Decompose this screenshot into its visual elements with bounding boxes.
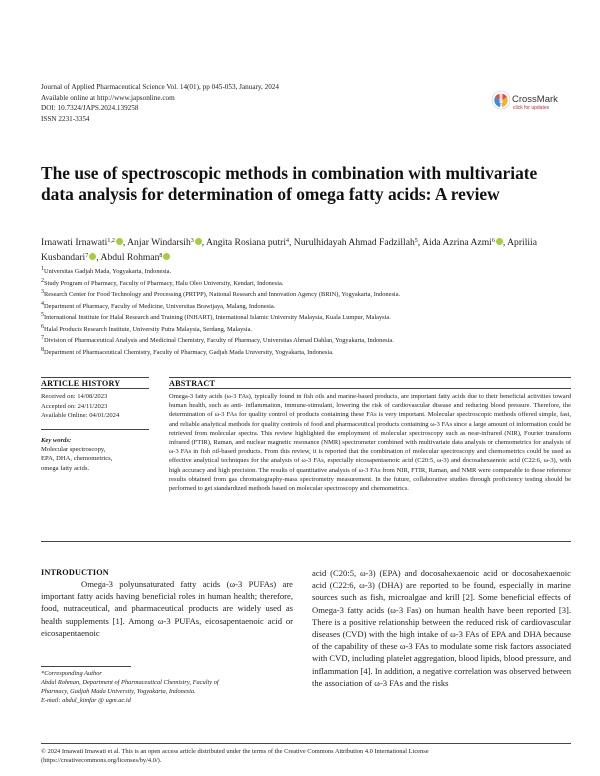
crossmark-subtext: click for updates — [513, 105, 550, 111]
author-list: Irnawati Irnawati$^{1,2}$ , Anjar Windarsih$^3$ , Angita Rosiana putri$^4$, Nurulhidayah Ahmad Fadzillah$^5$, Aida Azrina Azmi$^6$ , Apriliia Kusbandari$^7$ , Abdul Rohman$^8$ — [41, 237, 537, 263]
journal-doi[interactable]: DOI: 10.7324/JAPS.2024.139258 — [41, 104, 139, 112]
affiliation-number: 5 — [41, 312, 44, 318]
history-bottom-rule — [41, 388, 149, 389]
affiliation-item — [41, 288, 571, 300]
affiliation-item — [41, 323, 571, 335]
abstract-top-rule — [169, 377, 571, 378]
corresponding-label: *Corresponding Author — [41, 670, 102, 677]
corresponding-author — [41, 669, 293, 705]
keyword-line: EPA, DHA, chemometrics, — [41, 455, 113, 463]
keywords-heading: Key words: — [41, 437, 72, 444]
abstract-text: Omega-3 fatty acids (ω-3 FAs), typically found in fish oils and marine-based products, are important fatty acids due to their beneficial activities toward human health, such as anti- inflammation, immune-stimulant, lowering the risk of cardiovascular disease and reducing blood pressure. Therefore, the determination of ω-3 FAs for quality control of products containing these FAs is very important. Molecular spectroscopic methods offered simple, fast, and reliable analytical methods for quality controls of food and pharmaceutical products containing ω-3 FAs since a large amount of information could be retrieved from molecular spectra. This review highlighted the employment of molecular spectroscopy such as near-infrared (NIR), Fourier transform infrared (FTIR), Raman, and nuclear magnetic resonance (NMR) spectrometer combined with multivariate data analysis or chemometrics for analysis of ω-3 FAs in fish oil-based products. From this review, it is reported that the combination of molecular spectroscopy and chemometrics could be used as effective analytical techniques for the analysis of ω-3 FAs, especially eicosapentaenoic acid (C20:5, ω-3) and docosahexaenoic acid (C22:6, ω-3), with high accuracy and high precision. The results of quantitative analysis of ω-3 FAs from NIR, FTIR, Raman, and NMR were comparable to those reference results obtained from gas chromatography-mass spectrometry measurement. In the future, collaborative studies through proficiency testing should be performed to get standardized methods based on molecular spectroscopy and chemometrics. — [169, 393, 571, 493]
author-affiliation-number: 1,2 — [107, 238, 115, 244]
author-affiliation-number: 6 — [491, 238, 495, 244]
journal-citation: Journal of Applied Pharmaceutical Science Vol. 14(01), pp 045-053, January, 2024 — [41, 83, 279, 91]
affiliation-text: Halal Products Research Institute, University Putra Malaysia, Serdang, Malaysia. — [44, 325, 253, 333]
received-date: Received on: 14/08/2023 — [41, 393, 108, 400]
author-affiliation-number: 8 — [159, 252, 163, 259]
affiliation-text: Research Center for Food Technology and Processing (PRTPP), National Research and Innovation Agency (BRIN), Yogyakarta, Indonesia. — [44, 291, 401, 298]
affiliation-text: Universitas Gadjah Mada, Yogyakarta, Indonesia. — [44, 268, 172, 275]
crossmark-logo[interactable] — [490, 88, 570, 114]
author-affiliation-number: 7 — [85, 252, 89, 259]
affiliation-number: 7 — [41, 335, 44, 341]
crossmark-icon — [492, 91, 510, 109]
affiliation-number: 2 — [41, 277, 44, 284]
footer-rule — [41, 743, 571, 744]
corresponding-line: Pharmacy, Gadjah Mada University, Yogyakarta, Indonesia. — [41, 688, 196, 695]
footnote-rule — [41, 666, 131, 667]
license-text: © 2024 Irnawati Irnawati et al. This is an open access article distributed under the terms of the Creative Commons Attribution 4.0 International License — [41, 748, 429, 755]
introduction-heading: INTRODUCTION — [41, 568, 109, 577]
affiliation-item — [41, 334, 571, 346]
affiliation-text: Study Program of Pharmacy, Faculty of Pharmacy, Halu Oleo University, Kendari, Indonesia. — [44, 279, 284, 287]
affiliation-number: 1 — [41, 266, 44, 272]
orcid-icon[interactable] — [195, 238, 202, 245]
author-affiliation-number: 4 — [285, 238, 289, 244]
abstract-end-rule — [41, 541, 571, 542]
author-name[interactable]: Nurulhidayah Ahmad Fadzillah — [293, 237, 415, 248]
corresponding-line: Abdul Rohman, Department of Pharmaceutical Chemistry, Faculty of — [41, 679, 219, 686]
license-footer — [41, 747, 571, 765]
affiliation-number: 4 — [41, 300, 44, 307]
license-link[interactable]: (https://creativecommons.org/licenses/by/4.0/). — [41, 757, 162, 764]
author-name[interactable]: Angita Rosiana putri — [206, 237, 286, 248]
affiliation-item — [41, 277, 571, 289]
affiliation-list — [41, 265, 571, 357]
history-divider — [41, 429, 149, 430]
article-history — [41, 392, 149, 421]
author-name[interactable]: Abdul Rohman — [100, 251, 160, 263]
keyword-line: Molecular spectroscopy, — [41, 446, 106, 454]
orcid-icon[interactable] — [89, 253, 96, 260]
author-affiliation-number: 3 — [190, 238, 194, 244]
affiliation-text: Division of Pharmaceutical Analysis and Medicinal Chemistry, Faculty of Pharmacy, Universitas Ahmad Dahlan, Yogyakarta, Indonesia. — [44, 337, 394, 344]
intro-column-1: Omega-3 polyunsaturated fatty acids (ω-3 PUFAs) are important fatty acids having beneficial roles in human health; therefore, food, nutraceutical, and pharmaceutical products are widely used as health supplements [1]. Among ω-3 PUFAs, eicosapentaenoic acid or eicosapentaenoic — [41, 579, 293, 638]
author-name[interactable]: Apriliia Kusbandari — [41, 237, 537, 263]
history-heading: ARTICLE HISTORY — [41, 379, 121, 388]
author-affiliation-number: 5 — [414, 238, 418, 244]
affiliation-number: 3 — [41, 289, 44, 295]
affiliation-text: International Institute for Halal Research and Training (INHART), International Islamic University Malaysia, Kuala Lumpur, Malaysia. — [44, 314, 391, 321]
orcid-icon[interactable] — [163, 253, 170, 260]
journal-website[interactable]: Available online at http://www.japsonline.com — [41, 93, 175, 102]
orcid-icon[interactable] — [116, 238, 123, 245]
affiliation-item — [41, 300, 571, 312]
orcid-icon[interactable] — [496, 238, 503, 245]
affiliation-item — [41, 346, 571, 358]
journal-issn: ISSN 2231-3354 — [41, 114, 90, 123]
author-name[interactable]: Aida Azrina Azmi — [422, 237, 492, 248]
intro-column-2: acid (C20:5, ω-3) (EPA) and docosahexaenoic acid or docosahexaenoic acid (C22:6, ω-3) (DHA) are reported to be found, especially in marine sources such as fish, microalgae and krill [2]. Some beneficial effects of Omega-3 fatty acids (ω-3 Fas) on human health have been reported [3]. There is a positive relationship between the reduced risk of cardiovascular diseases (CVD) with the high intake of ω-3 FAs of EPA and DHA because of the capability of these ω-3 FAs to modulate some risk factors associated with CVD, including platelet aggregation, blood lipids, blood pressure, and inflammation [4]. In addition, a negative correlation was observed between the association of ω-3 FAs and the risks — [312, 568, 571, 688]
online-date: Available Online: 04/01/2024 — [41, 412, 120, 419]
history-top-rule — [41, 377, 149, 378]
affiliation-item — [41, 265, 571, 277]
author-name[interactable]: Irnawati Irnawati — [41, 237, 108, 248]
affiliation-number: 6 — [41, 323, 44, 330]
corresponding-email[interactable]: E-mail: abdul_kimfar @ ugm.ac.id — [41, 697, 131, 704]
journal-info — [41, 82, 279, 124]
affiliation-number: 8 — [41, 346, 44, 353]
abstract-heading: ABSTRACT — [169, 379, 216, 388]
crossmark-text: CrossMark — [512, 94, 558, 105]
article-title: The use of spectroscopic methods in combination with multivariate data analysis for determination of omega fatty acids: A review — [41, 163, 538, 204]
author-name[interactable]: Anjar Windarsih — [127, 237, 191, 248]
affiliation-item — [41, 311, 571, 323]
affiliation-text: Department of Pharmaceutical Chemistry, Faculty of Pharmacy, Gadjah Mada University, Yogyakarta, Indonesia. — [44, 348, 334, 356]
abstract-bottom-rule — [169, 388, 571, 389]
keywords — [41, 436, 149, 473]
affiliation-text: Department of Pharmacy, Faculty of Medicine, Universitas Brawijaya, Malang, Indonesia. — [44, 302, 276, 310]
accepted-date: Accepted on: 24/11/2023 — [41, 402, 108, 410]
keyword-line: omega fatty acids. — [41, 464, 90, 472]
